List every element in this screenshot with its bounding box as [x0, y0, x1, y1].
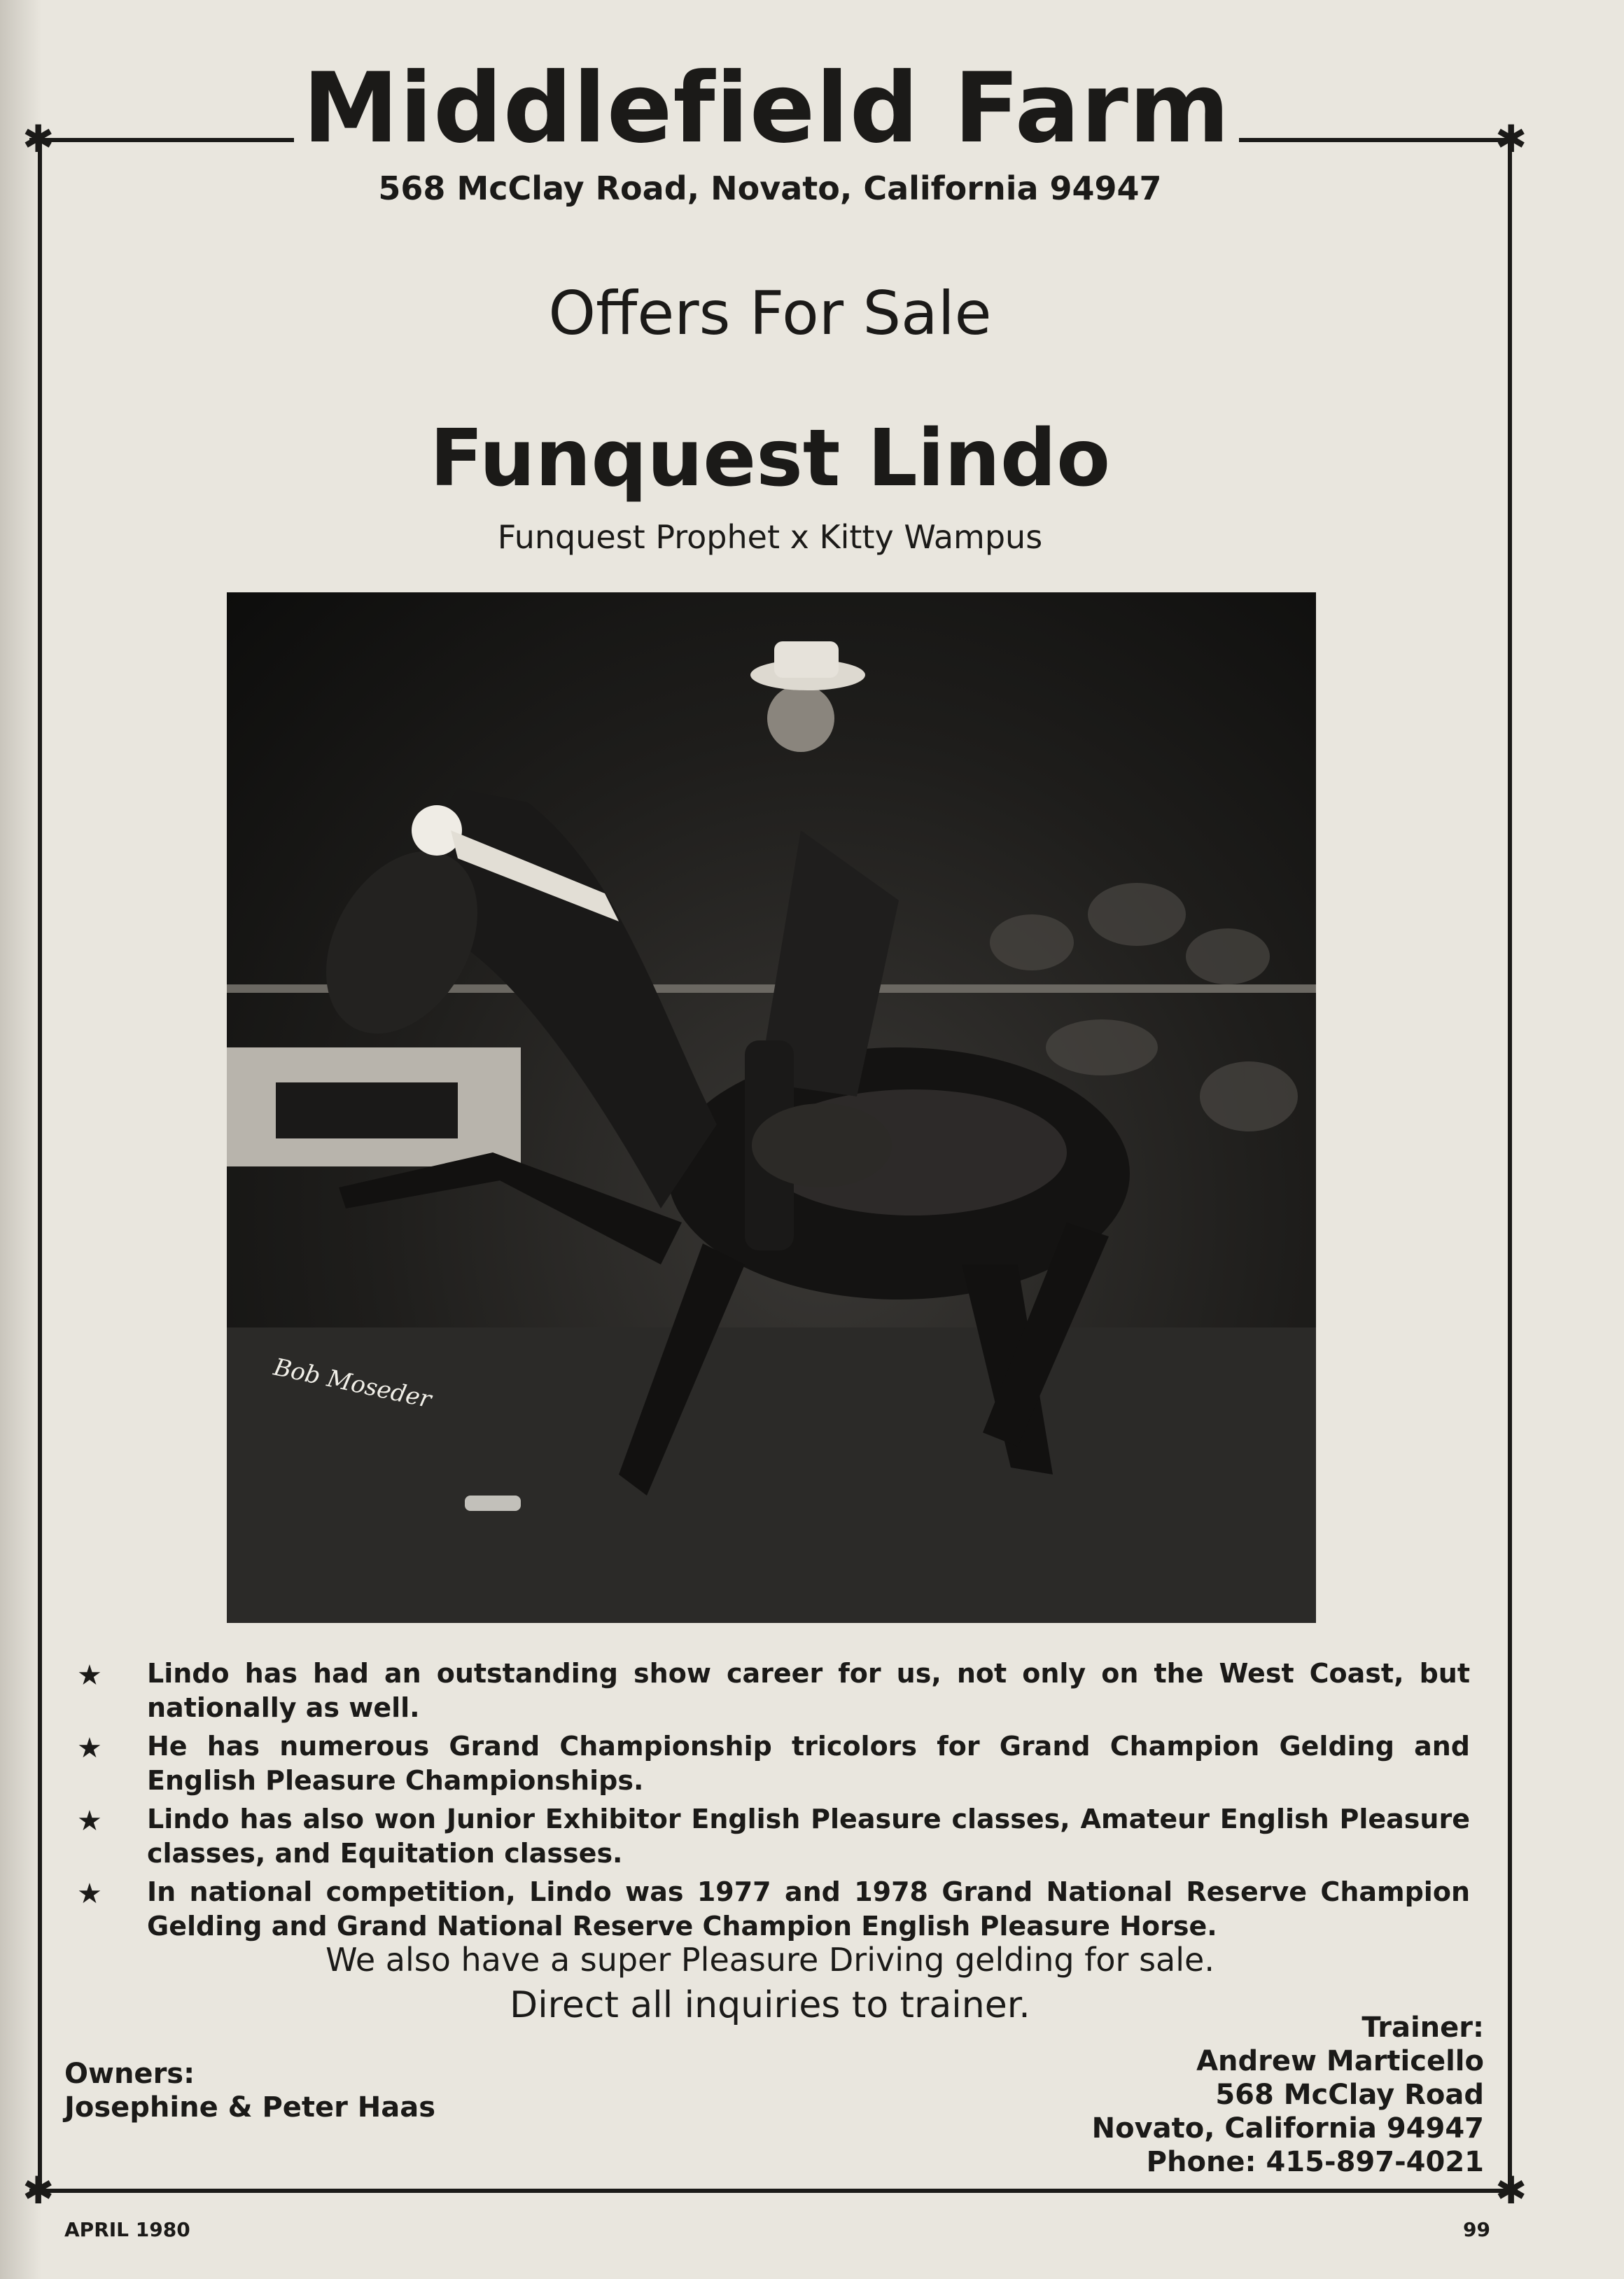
owners-label: Owners:	[64, 2058, 195, 2090]
trainer-phone: Phone: 415-897-4021	[1146, 2146, 1484, 2178]
offer-heading: Offers For Sale	[548, 279, 992, 349]
list-item-text: Lindo has had an outstanding show career for us, not only on the West Coast, but nationally as well.	[147, 1658, 1470, 1723]
frame-right-rule	[1508, 138, 1512, 2192]
owners-block	[64, 2057, 435, 2124]
star-icon: ★	[77, 1659, 102, 1692]
farm-address: 568 McClay Road, Novato, California 94947	[378, 169, 1162, 207]
trainer-street: 568 McClay Road	[1215, 2079, 1484, 2111]
ornament-icon: ✱	[1495, 2168, 1527, 2212]
horse-pedigree: Funquest Prophet x Kitty Wampus	[497, 518, 1043, 556]
star-icon: ★	[77, 1805, 102, 1837]
horse-name: Funquest Lindo	[429, 413, 1111, 504]
list-item	[77, 1729, 1470, 1798]
frame-left-rule	[38, 138, 42, 2192]
photographer-signature: Bob Moseder	[271, 1353, 434, 1414]
list-item-text: Lindo has also won Junior Exhibitor English Pleasure classes, Amateur English Pleasure classes, and Equitation classes.	[147, 1804, 1470, 1869]
achievement-list	[77, 1657, 1470, 1948]
ornament-icon: ✱	[22, 117, 55, 161]
trainer-label: Trainer:	[1362, 2012, 1484, 2044]
star-icon: ★	[77, 1878, 102, 1910]
frame-top-left-rule	[29, 138, 309, 142]
frame-top-right-rule	[1226, 138, 1518, 142]
list-item	[77, 1657, 1470, 1725]
frame-bottom-rule	[29, 2189, 1518, 2193]
trainer-contact	[1092, 2011, 1484, 2179]
star-icon: ★	[77, 1732, 102, 1764]
issue-date: APRIL 1980	[64, 2218, 190, 2241]
horse-photo-illustration	[227, 592, 1316, 1623]
list-item-text: In national competition, Lindo was 1977 and 1978 Grand National Reserve Champion Gelding and Grand National Reserve Champion English Pleasure Horse.	[147, 1876, 1470, 1942]
also-for-sale-note: We also have a super Pleasure Driving gelding for sale.	[326, 1941, 1214, 1979]
farm-title: Middlefield Farm	[294, 56, 1239, 161]
list-item	[77, 1875, 1470, 1944]
owners-names: Josephine & Peter Haas	[64, 2091, 436, 2124]
inquiry-note: Direct all inquiries to trainer.	[510, 1984, 1030, 2026]
ornament-icon: ✱	[22, 2168, 55, 2212]
list-item	[77, 1802, 1470, 1871]
page-gutter-shadow	[0, 0, 42, 2279]
horse-photo	[227, 592, 1316, 1623]
ornament-icon: ✱	[1495, 117, 1527, 161]
trainer-name: Andrew Marticello	[1196, 2045, 1484, 2077]
page-number: 99	[1463, 2218, 1490, 2241]
list-item-text: He has numerous Grand Championship tricolors for Grand Champion Gelding and English Pleasure Championships.	[147, 1731, 1470, 1796]
trainer-city: Novato, California 94947	[1091, 2112, 1484, 2145]
